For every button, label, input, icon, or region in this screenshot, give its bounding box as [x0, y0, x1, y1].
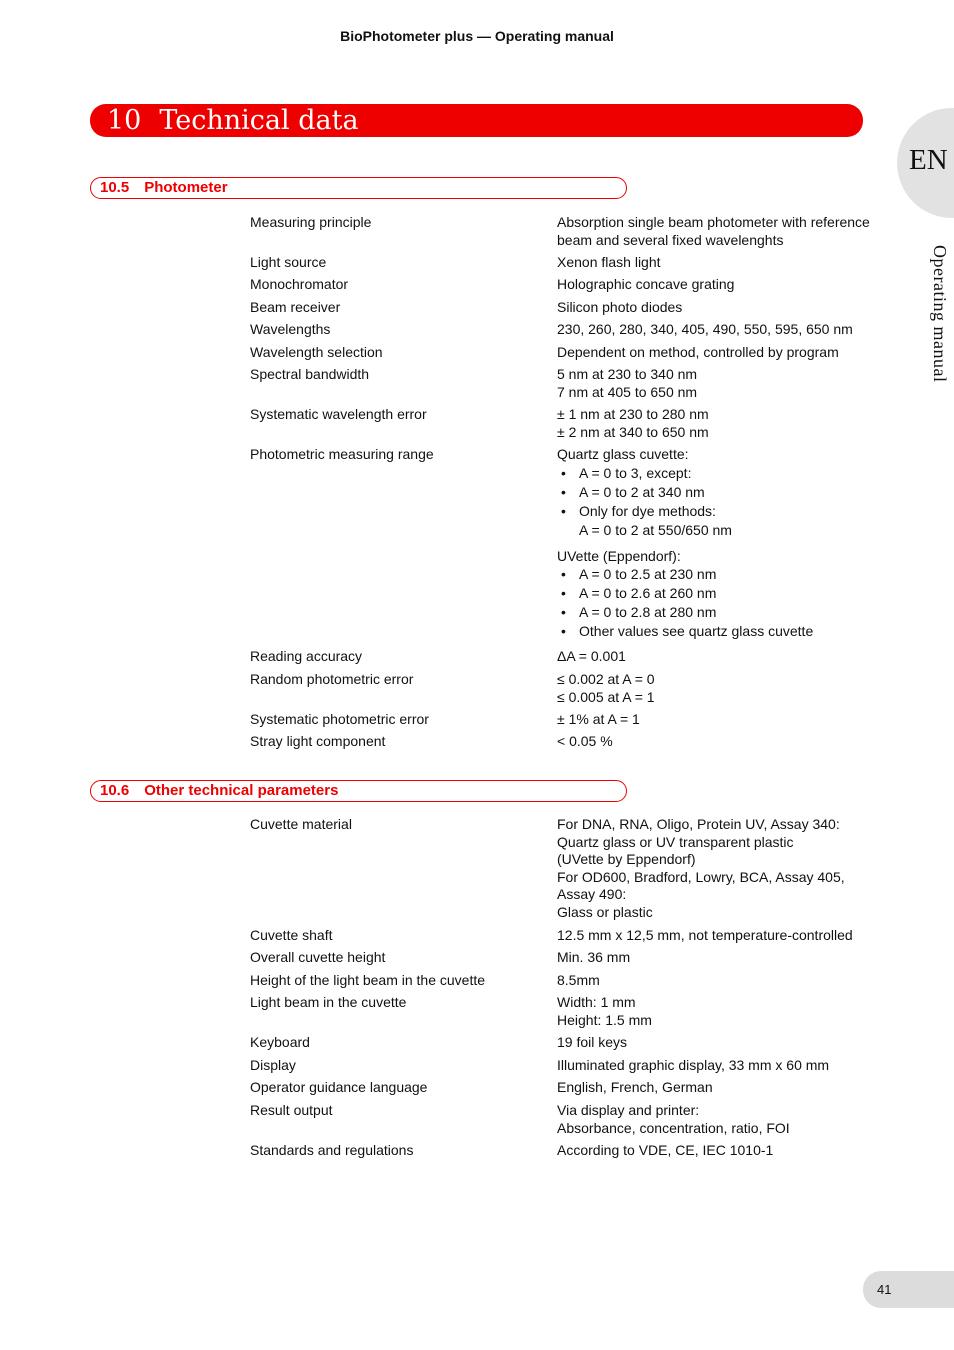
spec-value [557, 214, 870, 249]
section-heading-photometer [90, 177, 627, 199]
language-tab [897, 108, 954, 218]
uvette-list [557, 565, 813, 641]
spec-label: Light source [250, 254, 327, 270]
bullet-icon: • [561, 566, 566, 582]
value-line: ± 2 nm at 340 to 650 nm [557, 423, 709, 440]
spec-label: Standards and regulations [250, 1142, 414, 1158]
bullet-icon: • [561, 604, 566, 620]
spec-value: Dependent on method, controlled by program [557, 344, 839, 360]
value-line: For OD600, Bradford, Lowry, BCA, Assay 405, [557, 868, 845, 885]
spec-label: Wavelengths [250, 321, 331, 337]
spec-label: Cuvette shaft [250, 927, 333, 943]
spec-label: Keyboard [250, 1034, 310, 1050]
running-header: BioPhotometer plus — Operating manual [340, 28, 614, 44]
list-item-continuation: A = 0 to 2 at 550/650 nm [579, 521, 732, 538]
spec-label: Beam receiver [250, 299, 341, 315]
spec-label: Light beam in the cuvette [250, 994, 407, 1010]
spec-value: 230, 260, 280, 340, 405, 490, 550, 595, 650 nm [557, 321, 853, 337]
chapter-title: Technical data [159, 105, 359, 136]
uvette-intro: UVette (Eppendorf): [557, 547, 681, 564]
spec-value: Illuminated graphic display, 33 mm x 60 mm [557, 1057, 830, 1073]
chapter-number: 10 [107, 105, 142, 136]
quartz-intro: Quartz glass cuvette: [557, 446, 689, 462]
section-number: 10.5 [100, 179, 130, 196]
value-line: (UVette by Eppendorf) [557, 851, 696, 867]
value-line: Glass or plastic [557, 903, 653, 920]
list-item: • Other values see quartz glass cuvette [561, 623, 814, 639]
list-item: • A = 0 to 2 at 340 nm [561, 483, 705, 500]
side-manual-label: Operating manual [930, 245, 950, 383]
spec-value [557, 671, 655, 706]
value-line: ≤ 0.005 at A = 1 [557, 688, 655, 705]
value-line: Height: 1.5 mm [557, 1011, 652, 1028]
spec-value: ± 1% at A = 1 [557, 711, 640, 727]
spec-label: Measuring principle [250, 214, 372, 230]
spec-label: Reading accuracy [250, 648, 363, 664]
spec-label: Result output [250, 1102, 333, 1118]
spec-value [557, 994, 652, 1029]
spec-label: Monochromator [250, 276, 349, 292]
section-number: 10.6 [100, 782, 130, 799]
spec-label: Systematic wavelength error [250, 406, 427, 422]
spec-value: 12.5 mm x 12,5 mm, not temperature-controlled [557, 927, 853, 943]
value-line: 5 nm at 230 to 340 nm [557, 366, 698, 382]
value-line: ≤ 0.002 at A = 0 [557, 671, 655, 687]
value-line: Quartz glass or UV transparent plastic [557, 833, 794, 850]
language-code: EN [909, 144, 948, 176]
spec-value-measuring-range [557, 446, 813, 641]
list-item: • Only for dye methods: [561, 502, 716, 519]
bullet-icon: • [561, 585, 566, 601]
spec-value [557, 406, 709, 441]
value-line: Assay 490: [557, 886, 627, 902]
spec-value [557, 1102, 790, 1137]
value-line: Absorbance, concentration, ratio, FOI [557, 1119, 790, 1136]
value-line: ± 1 nm at 230 to 280 nm [557, 406, 709, 422]
list-item: • A = 0 to 2.6 at 260 nm [561, 585, 717, 601]
quartz-list [557, 464, 813, 540]
bullet-icon: • [561, 483, 566, 500]
spec-value: < 0.05 % [557, 733, 613, 749]
spec-label: Display [250, 1057, 296, 1073]
spec-value [557, 816, 845, 921]
spec-label: Overall cuvette height [250, 949, 386, 965]
spec-label: Random photometric error [250, 671, 414, 687]
spec-value: Silicon photo diodes [557, 299, 683, 315]
spec-value: 19 foil keys [557, 1034, 628, 1050]
spec-label: Photometric measuring range [250, 446, 434, 462]
spec-label: Wavelength selection [250, 344, 383, 360]
spec-value: According to VDE, CE, IEC 1010-1 [557, 1142, 774, 1158]
spec-value: English, French, German [557, 1079, 713, 1095]
value-line: 7 nm at 405 to 650 nm [557, 383, 698, 400]
spec-label: Cuvette material [250, 816, 352, 832]
list-item: • A = 0 to 2.5 at 230 nm [561, 566, 717, 582]
spec-label: Operator guidance language [250, 1079, 428, 1095]
value-line: Width: 1 mm [557, 994, 636, 1010]
spec-value [557, 366, 697, 401]
bullet-icon: • [561, 464, 566, 481]
section-heading-other-parameters [90, 780, 627, 802]
page-number: 41 [863, 1271, 954, 1308]
bullet-icon: • [561, 623, 566, 639]
spec-label: Spectral bandwidth [250, 366, 370, 382]
chapter-title-bar [90, 104, 863, 137]
spec-value: 8.5mm [557, 972, 600, 988]
spec-value: Min. 36 mm [557, 949, 631, 965]
section-title: Other technical parameters [144, 782, 339, 799]
spec-value: Xenon flash light [557, 254, 661, 270]
spec-label: Systematic photometric error [250, 711, 429, 727]
spec-value: ΔA = 0.001 [557, 648, 626, 664]
list-item: • A = 0 to 3, except: [561, 464, 692, 481]
list-item: • A = 0 to 2.8 at 280 nm [561, 604, 717, 620]
value-line: beam and several fixed wavelenghts [557, 231, 784, 248]
value-line: Via display and printer: [557, 1102, 700, 1118]
value-line: For DNA, RNA, Oligo, Protein UV, Assay 340: [557, 816, 840, 832]
bullet-icon: • [561, 502, 566, 519]
spec-value: Holographic concave grating [557, 276, 735, 292]
spec-label: Height of the light beam in the cuvette [250, 972, 486, 988]
spec-label: Stray light component [250, 733, 386, 749]
value-line: Absorption single beam photometer with reference [557, 214, 870, 230]
section-title: Photometer [144, 179, 228, 196]
